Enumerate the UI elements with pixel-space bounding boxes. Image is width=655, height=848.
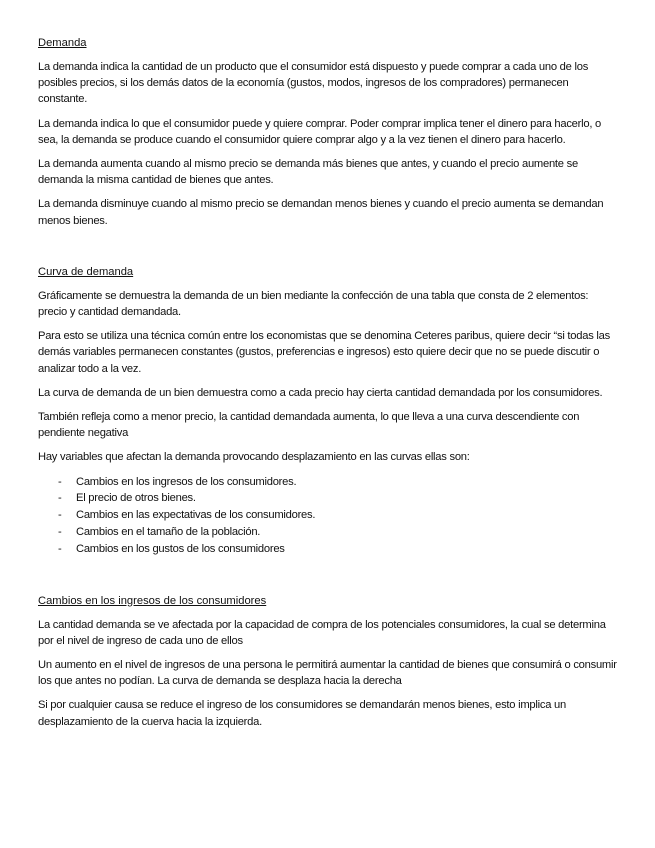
list-item-text: Cambios en las expectativas de los consumidores. [76, 509, 316, 522]
paragraph: Si por cualquier causa se reduce el ingreso de los consumidores se demandarán menos bienes, esto implica un desplazamiento de la cuerva hacia la izquierda. [38, 699, 566, 728]
list-item [38, 524, 617, 541]
section-spacer [38, 237, 617, 265]
heading-cambios-ingresos: Cambios en los ingresos de los consumidores [38, 594, 267, 607]
variables-list [38, 474, 617, 558]
paragraph: La demanda disminuye cuando al mismo precio se demandan menos bienes y cuando el precio aumenta se demandan menos bienes. [38, 198, 604, 227]
paragraph: También refleja como a menor precio, la cantidad demandada aumenta, lo que lleva a una curva descendiente con pendiente negativa [38, 411, 580, 440]
list-item-text: Cambios en el tamaño de la población. [76, 526, 261, 539]
dash-bullet: - [58, 526, 62, 539]
paragraph: La curva de demanda de un bien demuestra como a cada precio hay cierta cantidad demandada por los consumidores. [38, 386, 603, 399]
paragraph: La cantidad demanda se ve afectada por la capacidad de compra de los potenciales consumidores, la cual se determina por el nivel de ingreso de cada uno de ellos [38, 618, 606, 647]
heading-demanda: Demanda [38, 37, 87, 49]
dash-bullet: - [58, 542, 62, 555]
paragraph: Para esto se utiliza una técnica común entre los economistas que se denomina Ceteres paribus, quiere decir “si todas las demás variables permanecen constantes (gustos, preferencias e ingresos) esto quiere decir que no se puede discutir o analizar todo a la vez. [38, 330, 610, 375]
paragraph: Hay variables que afectan la demanda provocando desplazamiento en las curvas ellas son: [38, 451, 470, 464]
dash-bullet: - [58, 509, 62, 522]
list-item-text: Cambios en los ingresos de los consumidores. [76, 475, 297, 488]
paragraph: La demanda indica la cantidad de un producto que el consumidor está dispuesto y puede comprar a cada uno de los posibles precios, si los demás datos de la economía (gustos, modos, ingresos de los compradores) permanecen constante. [38, 61, 589, 106]
list-item [38, 507, 617, 524]
paragraph: Un aumento en el nivel de ingresos de una persona le permitirá aumentar la cantidad de bienes que consumirá o consumir los que antes no podían. La curva de demanda se desplaza hacia la derecha [38, 659, 617, 688]
paragraph: Gráficamente se demuestra la demanda de un bien mediante la confección de una tabla que consta de 2 elementos: precio y cantidad demandada. [38, 289, 589, 319]
list-item-text: El precio de otros bienes. [76, 492, 196, 505]
dash-bullet: - [58, 475, 62, 488]
paragraph: La demanda aumenta cuando al mismo precio se demanda más bienes que antes, y cuando el precio aumente se demanda la misma cantidad de bienes que antes. [38, 158, 578, 187]
list-item-text: Cambios en los gustos de los consumidores [76, 542, 285, 555]
heading-curva-de-demanda: Curva de demanda [38, 265, 134, 278]
dash-bullet: - [58, 492, 62, 505]
list-item [38, 490, 617, 507]
paragraph: La demanda indica lo que el consumidor puede y quiere comprar. Poder comprar implica tener el dinero para hacerlo, o sea, la demanda se produce cuando el consumidor quiere comprar algo y a la vez tienen el dinero para hacerlo. [38, 117, 602, 146]
section-spacer [38, 566, 617, 594]
list-item [38, 474, 617, 491]
list-item [38, 541, 617, 558]
